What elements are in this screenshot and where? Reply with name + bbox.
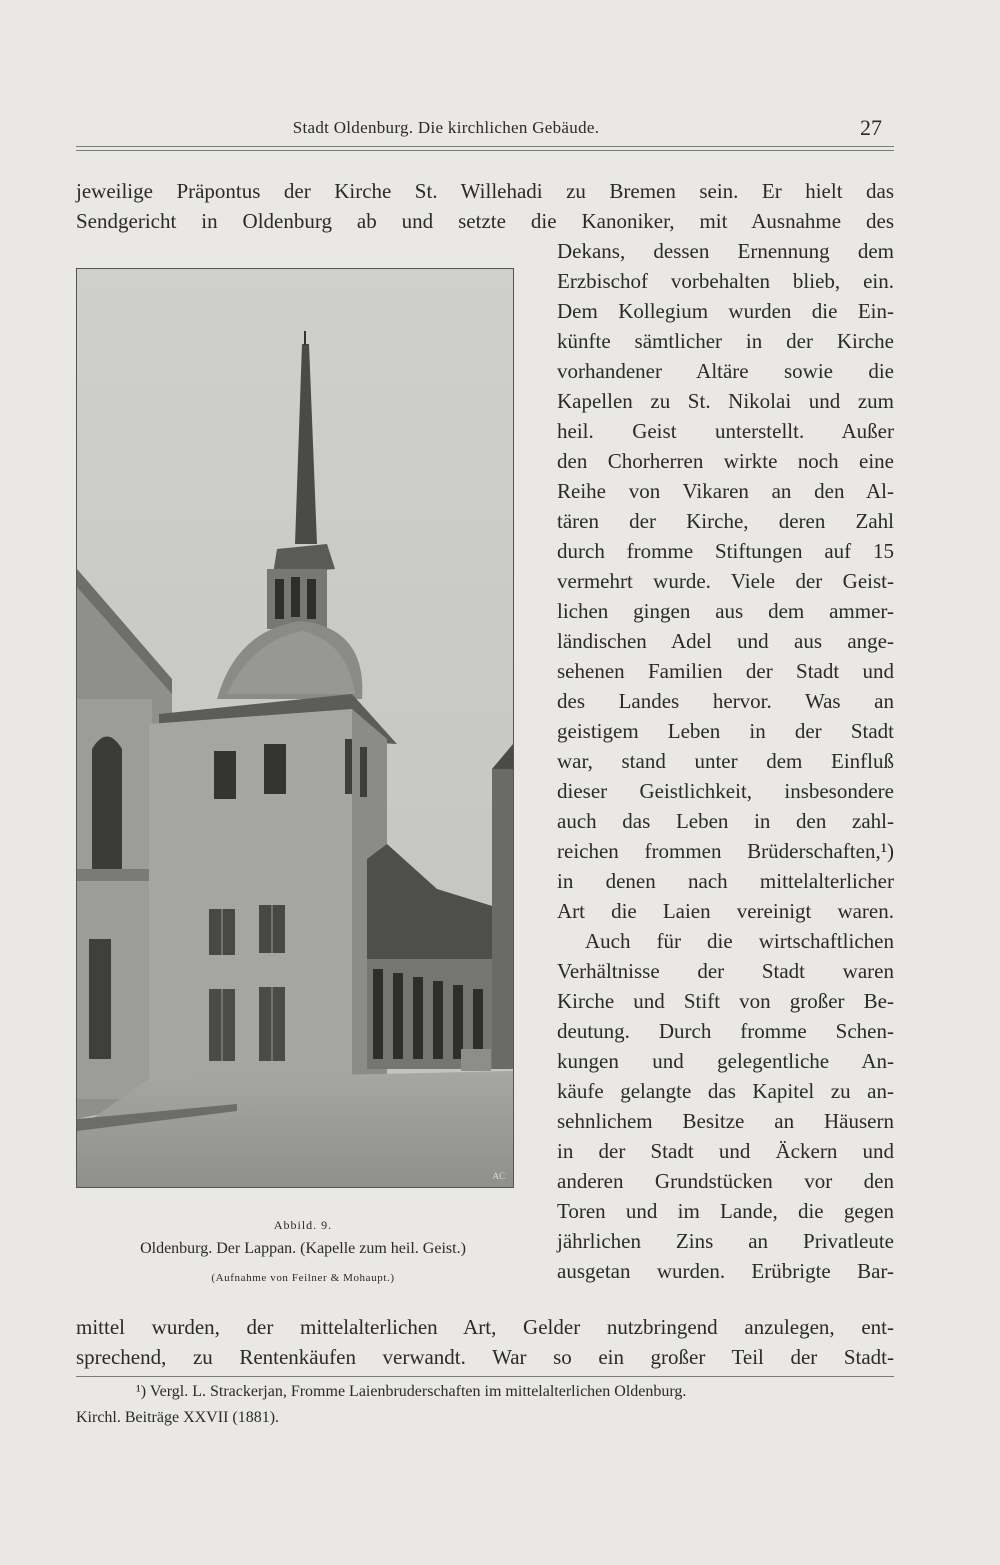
body-line: tären der Kirche, deren Zahl [557,509,894,533]
body-line: anderen Grundstücken vor den [557,1169,894,1193]
body-line: heil. Geist unterstellt. Außer [557,419,894,443]
body-line: durch fromme Stiftungen auf 15 [557,539,894,563]
body-line: in der Stadt und Äckern und [557,1139,894,1163]
footnote-line: Kirchl. Beiträge XXVII (1881). [76,1409,280,1426]
body-line: mittel wurden, der mittelalterlichen Art, Gelder nutzbringend anzulegen, ent- [76,1315,894,1339]
body-line: den Chorherren wirkte noch eine [557,449,894,473]
body-line: des Landes hervor. Was an [557,689,894,713]
figure-credit: (Aufnahme von Feilner & Mohaupt.) [211,1272,395,1284]
body-line: jeweilige Präpontus der Kirche St. Willehadi zu Bremen sein. Er hielt das [76,179,894,203]
body-line: sehenen Familien der Stadt und [557,659,894,683]
figure-label: Abbild. 9. [273,1218,333,1232]
body-line: ausgetan wurden. Erübrigte Bar- [557,1259,894,1283]
body-line: Dekans, dessen Ernennung dem [557,239,894,263]
body-line: Kapellen zu St. Nikolai und zum [557,389,894,413]
body-line: reichen frommen Brüderschaften,¹) [557,839,894,863]
body-line: Art die Laien vereinigt waren. [557,899,894,923]
header-rule-top [76,146,894,147]
church-tower-photo [76,268,514,1188]
body-line: vorhandener Altäre sowie die [557,359,894,383]
page-number: 27 [860,115,882,140]
figure-caption: Oldenburg. Der Lappan. (Kapelle zum heil. Geist.) [140,1240,466,1257]
footnote-rule [76,1376,894,1377]
photo-mark: AC [492,1171,505,1181]
body-line: Sendgericht in Oldenburg ab und setzte die Kanoniker, mit Ausnahme des [76,209,894,233]
body-line: Erzbischof vorbehalten blieb, ein. [557,269,894,293]
body-line: dieser Geistlichkeit, insbesondere [557,779,894,803]
body-line: auch das Leben in den zahl- [557,809,894,833]
body-line: jährlichen Zins an Privatleute [557,1229,894,1253]
body-line: Kirche und Stift von großer Be- [557,989,894,1013]
paragraph-start-line: Auch für die wirtschaftlichen [585,929,894,953]
footnote-line: ¹) Vergl. L. Strackerjan, Fromme Laienbruderschaften im mittelalterlichen Oldenburg. [136,1383,687,1400]
body-line: deutung. Durch fromme Schen- [557,1019,894,1043]
body-line: ländischen Adel und aus ange- [557,629,894,653]
body-line: käufe gelangte das Kapitel zu an- [557,1079,894,1103]
body-line: Toren und im Lande, die gegen [557,1199,894,1223]
header-rule-bottom [76,150,894,151]
body-line: in denen nach mittelalterlicher [557,869,894,893]
body-line: Verhältnisse der Stadt waren [557,959,894,983]
body-line: kungen und gelegentliche An- [557,1049,894,1073]
body-line: vermehrt wurde. Viele der Geist- [557,569,894,593]
body-line: Reihe von Vikaren an den Al- [557,479,894,503]
body-line: sehnlichem Besitze an Häusern [557,1109,894,1133]
body-line: lichen gingen aus dem ammer- [557,599,894,623]
body-line: Dem Kollegium wurden die Ein- [557,299,894,323]
body-line: künfte sämtlicher in der Kirche [557,329,894,353]
body-line: geistigem Leben in der Stadt [557,719,894,743]
running-header [76,116,894,146]
body-line: sprechend, zu Rentenkäufen verwandt. War so ein großer Teil der Stadt- [76,1345,894,1369]
body-line: war, stand unter dem Einfluß [557,749,894,773]
header-title: Stadt Oldenburg. Die kirchlichen Gebäude. [292,118,600,137]
